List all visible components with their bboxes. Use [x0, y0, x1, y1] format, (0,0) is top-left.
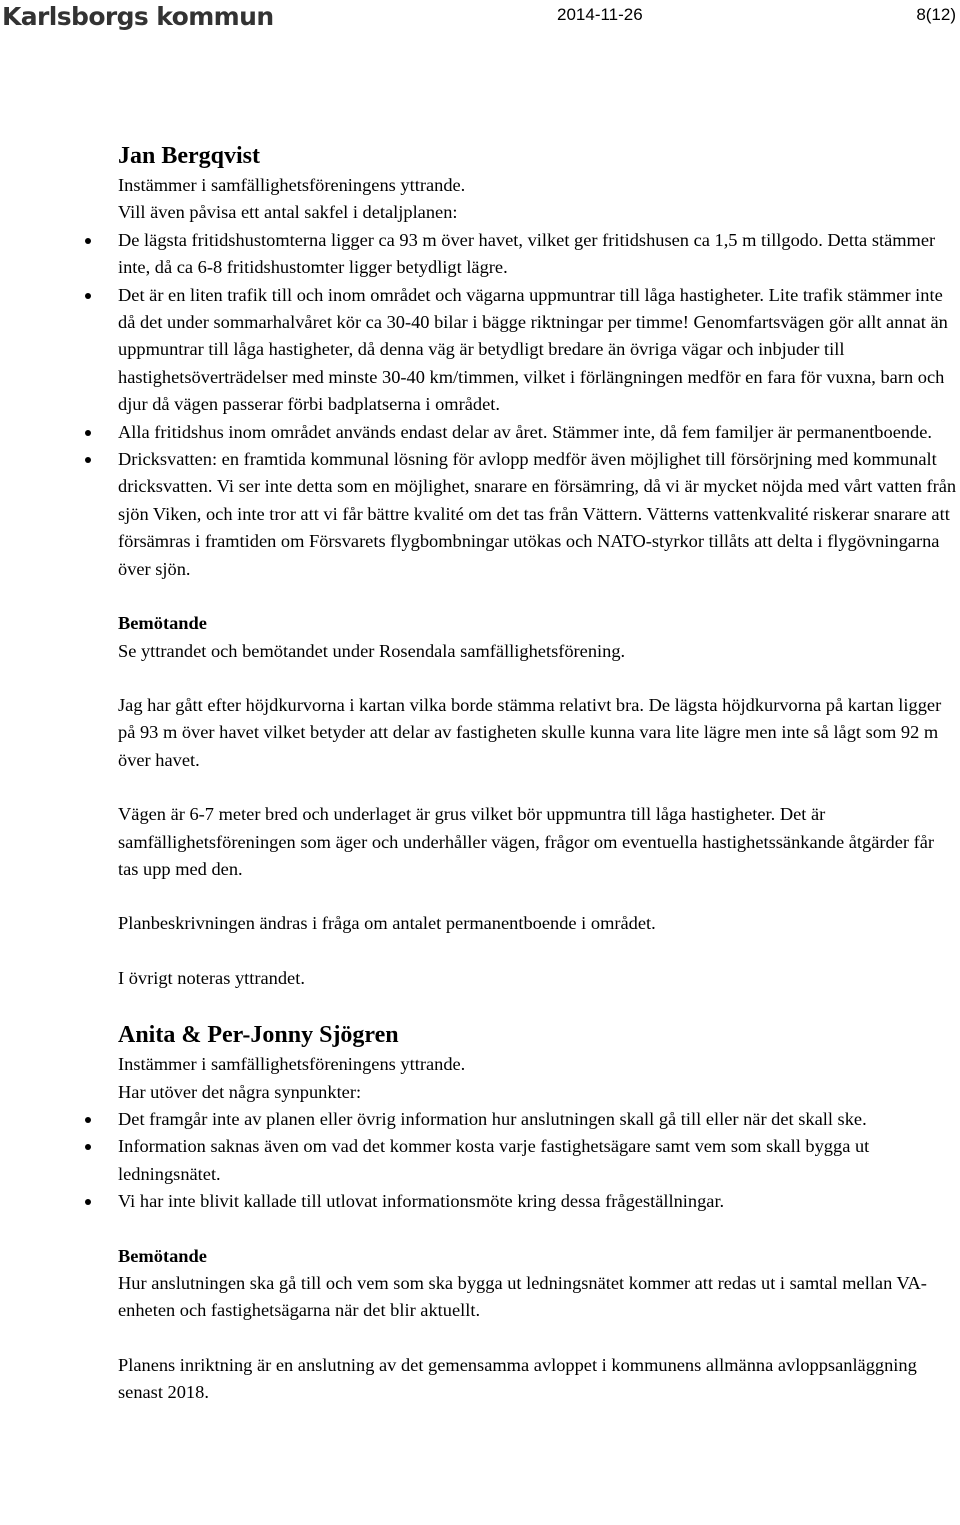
- bullet-list: [118, 1106, 958, 1216]
- bullet-item: Det är en liten trafik till och inom området och vägarna uppmuntrar till låga hastigheter. Lite trafik stämmer inte då det under sommarhalvåret kör ca 30-40 bilar i bägge riktningar per timme! Genomfartsvägen gör allt annat än uppmuntrar till låga hastigheter, då denna väg är betydligt bredare än övriga vägar och inbjuder till hastighetsöverträdelser med minste 30-40 km/timmen, vilket i förlängningen medför en fara för vuxna, barn och djur då vägen passerar förbi badplatserna i området.: [118, 282, 958, 419]
- document-date: 2014-11-26: [557, 5, 643, 24]
- response-heading: Bemötande: [118, 1245, 207, 1266]
- page-header: [0, 0, 960, 40]
- bullet-item: Alla fritidshus inom området används endast delar av året. Stämmer inte, då fem familjer är permanentboende.: [118, 419, 958, 446]
- bullet-item: Dricksvatten: en framtida kommunal lösning för avlopp medför även möjlighet till försörjning med kommunalt dricksvatten. Vi ser inte detta som en möjlighet, snarare en försämring, då vi är mycket nöjda med vårt vatten från sjön Viken, och inte tror att vi får bättre kvalité om det tas från Vättern. Vätterns vattenkvalité riskerar snarare att försämras i framtiden om Försvarets flygbombningar utökas och NATO-styrkor tillåts att delta i flygövningarna över sjön.: [118, 446, 958, 583]
- response-paragraph: Planens inriktning är en anslutning av det gemensamma avloppet i kommunens allmänna avloppsanläggning senast 2018.: [118, 1354, 917, 1403]
- response-paragraph: Jag har gått efter höjdkurvorna i kartan vilka borde stämma relativt bra. De lägsta höjdkurvorna på kartan ligger på 93 m över havet vilket betyder att delar av fastigheten skulle kunna vara lite lägre men inte så lågt som 92 m över havet.: [118, 694, 942, 770]
- document-body: [118, 140, 958, 1407]
- body-line: Instämmer i samfällighetsföreningens yttrande.: [118, 1054, 466, 1075]
- section-name: Anita & Per-Jonny Sjögren: [118, 1022, 399, 1049]
- response-paragraph: Vägen är 6-7 meter bred och underlaget är grus vilket bör uppmuntra till låga hastigheter. Det är samfällighetsföreningen som äger och underhåller vägen, frågor om eventuella hastighetssänkande åtgärder får tas upp med den.: [118, 804, 935, 879]
- bullet-item: Det framgår inte av planen eller övrig information hur anslutningen skall gå till eller när det skall ske.: [118, 1106, 958, 1133]
- bullet-item: De lägsta fritidshustomterna ligger ca 93 m över havet, vilket ger fritidshusen ca 1,5 m tillgodo. Detta stämmer inte, då ca 6-8 fritidshustomter ligger betydligt lägre.: [118, 227, 958, 282]
- response-paragraph: I övrigt noteras yttrandet.: [118, 967, 305, 988]
- page-number: 8(12): [916, 5, 956, 24]
- body-line: Har utöver det några synpunkter:: [118, 1081, 362, 1102]
- response-paragraph: Hur anslutningen ska gå till och vem som ska bygga ut ledningsnätet kommer att redas ut i samtal mellan VA-enheten och fastighetsägarna när det blir aktuellt.: [118, 1273, 927, 1321]
- bullet-item: Information saknas även om vad det kommer kosta varje fastighetsägare samt vem som skall bygga ut ledningsnätet.: [118, 1133, 958, 1188]
- body-line: Instämmer i samfällighetsföreningens yttrande.: [118, 175, 466, 195]
- response-paragraph: Planbeskrivningen ändras i fråga om antalet permanentboende i området.: [118, 913, 656, 934]
- section-anita-per-jonny-sjogren: [118, 1019, 958, 1406]
- section-jan-bergqvist: [118, 140, 958, 992]
- section-name: Jan Bergqvist: [118, 143, 261, 169]
- body-line: Vill även påvisa ett antal sakfel i detaljplanen:: [118, 202, 458, 223]
- bullet-list: [118, 227, 958, 583]
- response-heading: Bemötande: [118, 613, 207, 634]
- response-paragraph: Se yttrandet och bemötandet under Rosendala samfällighetsförening.: [118, 640, 626, 661]
- municipality-logo: Karlsborgs kommun: [2, 2, 274, 31]
- bullet-item: Vi har inte blivit kallade till utlovat informationsmöte kring dessa frågeställningar.: [118, 1188, 958, 1215]
